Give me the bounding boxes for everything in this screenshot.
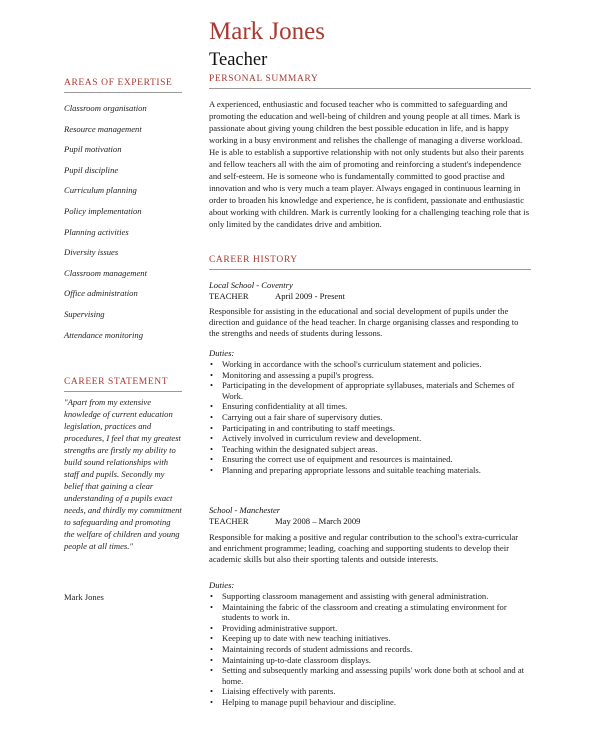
- duty-item: • Monitoring and assessing a pupil's progress.: [209, 370, 531, 381]
- statement-divider: [64, 391, 182, 392]
- duty-item: • Maintaining the fabric of the classroom and creating a stimulating environment for students to work in.: [209, 602, 531, 623]
- job-dates: May 2008 – March 2009: [275, 516, 361, 526]
- expertise-item: Classroom organisation: [64, 103, 147, 113]
- job-role: TEACHER: [209, 291, 249, 301]
- expertise-item: Planning activities: [64, 226, 129, 237]
- personal-summary-heading: PERSONAL SUMMARY: [209, 74, 319, 84]
- expertise-item: Office administration: [64, 288, 138, 299]
- expertise-item: Pupil discipline: [64, 164, 119, 175]
- expertise-item: Policy implementation: [64, 205, 142, 216]
- duty-item: • Keeping up to date with new teaching initiatives.: [209, 633, 531, 644]
- areas-of-expertise-heading: AREAS OF EXPERTISE: [64, 78, 173, 88]
- personal-summary-text: A experienced, enthusiastic and focused teacher who is committed to safeguarding and promoting the education and well-being of children and young people at all times. Mark is passionate about giving young children the best possible education in life, and is happy working in a busy environment and relishes the challenge of managing a diverse workload. He is able to establish a supportive relationship with not only students but also their parents and fellow teachers all with the aim of promoting and reinforcing a student's independence and self-esteem. He is someone who is fundamentally committed to good practise and innovation and who is very much a team player. Always engaged in continuous learning in order to broaden his knowledge and experience, he is confident, passionate and enthusiastic about working with children. Mark is currently looking for a challenging teaching role that is only limited by the candidates drive and ambition.: [209, 99, 530, 229]
- expertise-item: Resource management: [64, 123, 142, 134]
- career-statement-text: "Apart from my extensive knowledge of current education legislation, practices and procedures, I feel that my greatest strengths are firstly my ability to build sound relationships with staff and pupils. Secondly my belief that gaining a clear understanding of a pupils exact needs, and thirdly my commitment to safeguarding and promoting the welfare of children and young people at all times.": [64, 397, 182, 551]
- duty-item: • Planning and preparing appropriate lessons and suitable teaching materials.: [209, 465, 531, 476]
- duty-item: • Actively involved in curriculum review and development.: [209, 433, 531, 444]
- expertise-item: Supervising: [64, 308, 105, 319]
- resume-job-title: Teacher: [209, 50, 268, 70]
- areas-divider: [64, 92, 182, 93]
- duty-item: • Working in accordance with the school's curriculum statement and policies.: [209, 359, 531, 370]
- job-role: TEACHER: [209, 516, 249, 526]
- expertise-item: Diversity issues: [64, 247, 119, 258]
- career-divider: [209, 269, 531, 270]
- duty-item: • Setting and subsequently marking and assessing pupils' work done both at school and at home.: [209, 665, 531, 686]
- duties-list: [209, 591, 531, 708]
- duty-item: • Maintaining up-to-date classroom displays.: [209, 655, 531, 666]
- duty-item: • Participating in the development of appropriate syllabuses, materials and Schemes of Work.: [209, 380, 531, 401]
- career-statement-heading: CAREER STATEMENT: [64, 377, 169, 387]
- duty-item: • Maintaining records of student admissions and records.: [209, 644, 531, 655]
- expertise-item: Classroom management: [64, 267, 147, 278]
- duty-item: • Participating in and contributing to staff meetings.: [209, 423, 531, 434]
- duties-label: Duties:: [209, 348, 235, 358]
- career-history-heading: CAREER HISTORY: [209, 255, 298, 265]
- expertise-item: Attendance monitoring: [64, 329, 144, 340]
- duties-label: Duties:: [209, 580, 235, 590]
- expertise-item: Curriculum planning: [64, 185, 137, 196]
- summary-divider: [209, 88, 531, 89]
- job-role-line: [209, 516, 361, 527]
- duty-item: • Teaching within the designated subject areas.: [209, 444, 531, 455]
- job-role-line: [209, 291, 345, 302]
- job-description: Responsible for making a positive and regular contribution to the school's extra-curricular and enrichment programme; leading, coaching and supporting students to develop their academic skills but also their sporting talents and outside interests.: [209, 532, 519, 565]
- expertise-item: Pupil motivation: [64, 144, 122, 155]
- duty-item: • Carrying out a fair share of supervisory duties.: [209, 412, 531, 423]
- signature-name: Mark Jones: [64, 592, 104, 602]
- duty-item: • Helping to manage pupil behaviour and discipline.: [209, 697, 531, 708]
- duty-item: • Supporting classroom management and assisting with general administration.: [209, 591, 531, 602]
- duty-item: • Ensuring the correct use of equipment and resources is maintained.: [209, 454, 531, 465]
- job-employer: Local School - Coventry: [209, 280, 293, 290]
- job-dates: April 2009 - Present: [275, 291, 345, 301]
- duties-list: [209, 359, 531, 476]
- resume-name: Mark Jones: [209, 18, 325, 45]
- duty-item: • Liaising effectively with parents.: [209, 686, 531, 697]
- duty-item: • Providing administrative support.: [209, 623, 531, 634]
- job-description: Responsible for assisting in the educational and social development of pupils under the direction and guidance of the head teacher. In charge organising classes and responding to the strengths and needs of students during lessons.: [209, 306, 519, 339]
- duty-item: • Ensuring confidentiality at all times.: [209, 401, 531, 412]
- areas-of-expertise-list: [64, 102, 147, 349]
- job-employer: School - Manchester: [209, 505, 281, 515]
